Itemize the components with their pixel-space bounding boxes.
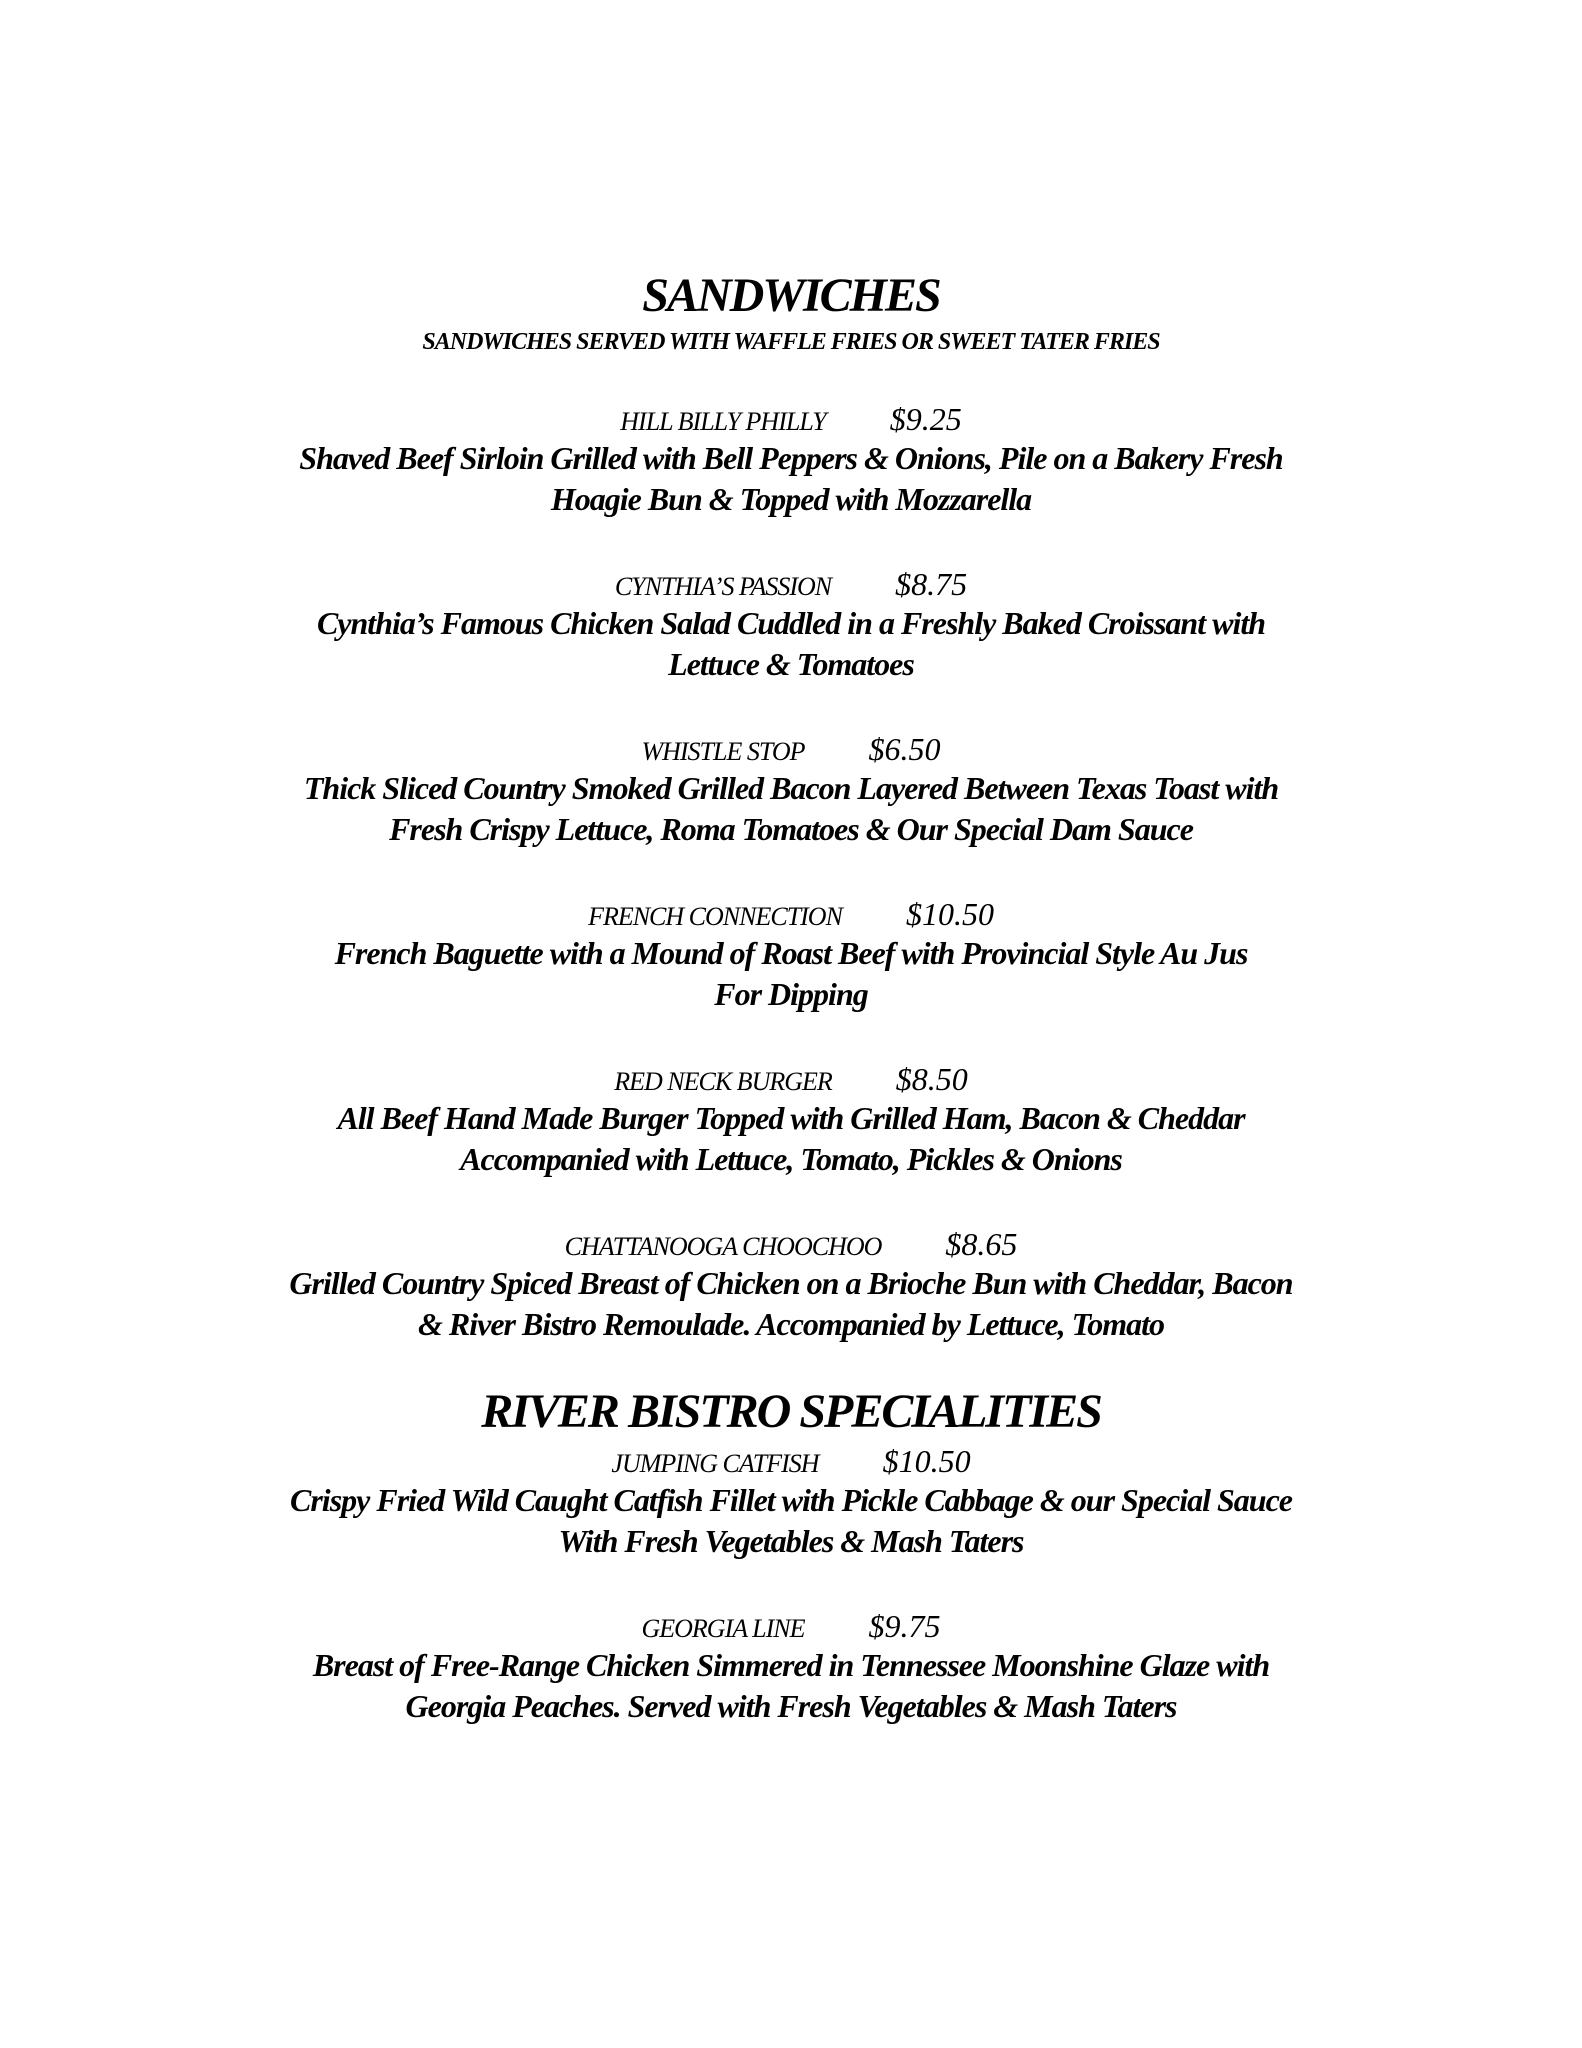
item-description xyxy=(0,768,1582,850)
item-name: FRENCH CONNECTION xyxy=(588,902,842,931)
item-description xyxy=(0,438,1582,520)
item-name: RED NECK BURGER xyxy=(614,1067,832,1096)
item-price: $9.75 xyxy=(868,1608,941,1644)
item-description xyxy=(0,1480,1582,1562)
item-price: $10.50 xyxy=(905,896,994,932)
item-description-line: Accompanied with Lettuce, Tomato, Pickles & Onions xyxy=(460,1141,1122,1177)
menu-item-header xyxy=(0,1445,1582,1477)
item-name: WHISTLE STOP xyxy=(641,737,805,766)
item-description-line: All Beef Hand Made Burger Topped with Grilled Ham, Bacon & Cheddar xyxy=(337,1100,1245,1136)
item-description-line: Hoagie Bun & Topped with Mozzarella xyxy=(550,481,1032,517)
item-description-line: Fresh Crispy Lettuce, Roma Tomatoes & Our Special Dam Sauce xyxy=(389,811,1193,847)
item-price: $8.65 xyxy=(945,1226,1018,1262)
menu-item-header xyxy=(0,403,1582,435)
item-description-line: Cynthia’s Famous Chicken Salad Cuddled in a Freshly Baked Croissant with xyxy=(316,605,1266,641)
item-price: $9.25 xyxy=(889,401,962,437)
sandwiches-subtitle: SANDWICHES SERVED WITH WAFFLE FRIES OR SWEET TATER FRIES xyxy=(422,329,1160,355)
menu-item-header xyxy=(0,1610,1582,1642)
item-name: CYNTHIA’S PASSION xyxy=(614,572,832,601)
menu-item-header xyxy=(0,898,1582,930)
item-description-line: & River Bistro Remoulade. Accompanied by Lettuce, Tomato xyxy=(417,1306,1164,1342)
item-description xyxy=(0,603,1582,685)
item-description-line: Shaved Beef Sirloin Grilled with Bell Peppers & Onions, Pile on a Bakery Fresh xyxy=(299,440,1283,476)
item-price: $8.75 xyxy=(895,566,968,602)
item-description xyxy=(0,1263,1582,1345)
item-price: $10.50 xyxy=(882,1443,971,1479)
sandwiches-title: SANDWICHES xyxy=(642,269,940,322)
item-description-line: With Fresh Vegetables & Mash Taters xyxy=(558,1523,1024,1559)
item-name: CHATTANOOGA CHOOCHOO xyxy=(564,1232,882,1261)
menu-item-header xyxy=(0,568,1582,600)
item-price: $8.50 xyxy=(895,1061,968,1097)
item-name: HILL BILLY PHILLY xyxy=(620,407,826,436)
item-name: JUMPING CATFISH xyxy=(611,1449,819,1478)
menu-item-header xyxy=(0,733,1582,765)
item-price: $6.50 xyxy=(868,731,941,767)
item-description-line: French Baguette with a Mound of Roast Beef with Provincial Style Au Jus xyxy=(334,935,1248,971)
item-description-line: Thick Sliced Country Smoked Grilled Bacon Layered Between Texas Toast with xyxy=(303,770,1279,806)
item-name: GEORGIA LINE xyxy=(641,1614,805,1643)
item-description-line: Breast of Free-Range Chicken Simmered in Tennessee Moonshine Glaze with xyxy=(312,1647,1270,1683)
menu-item-header xyxy=(0,1063,1582,1095)
item-description-line: For Dipping xyxy=(714,976,868,1012)
item-description-line: Lettuce & Tomatoes xyxy=(668,646,914,682)
item-description-line: Georgia Peaches. Served with Fresh Vegetables & Mash Taters xyxy=(405,1688,1177,1724)
menu-item-header xyxy=(0,1228,1582,1260)
item-description-line: Grilled Country Spiced Breast of Chicken on a Brioche Bun with Cheddar, Bacon xyxy=(289,1265,1293,1301)
item-description xyxy=(0,1098,1582,1180)
item-description xyxy=(0,933,1582,1015)
specialities-title: RIVER BISTRO SPECIALITIES xyxy=(481,1385,1101,1438)
item-description-line: Crispy Fried Wild Caught Catfish Fillet with Pickle Cabbage & our Special Sauce xyxy=(290,1482,1292,1518)
item-description xyxy=(0,1645,1582,1727)
